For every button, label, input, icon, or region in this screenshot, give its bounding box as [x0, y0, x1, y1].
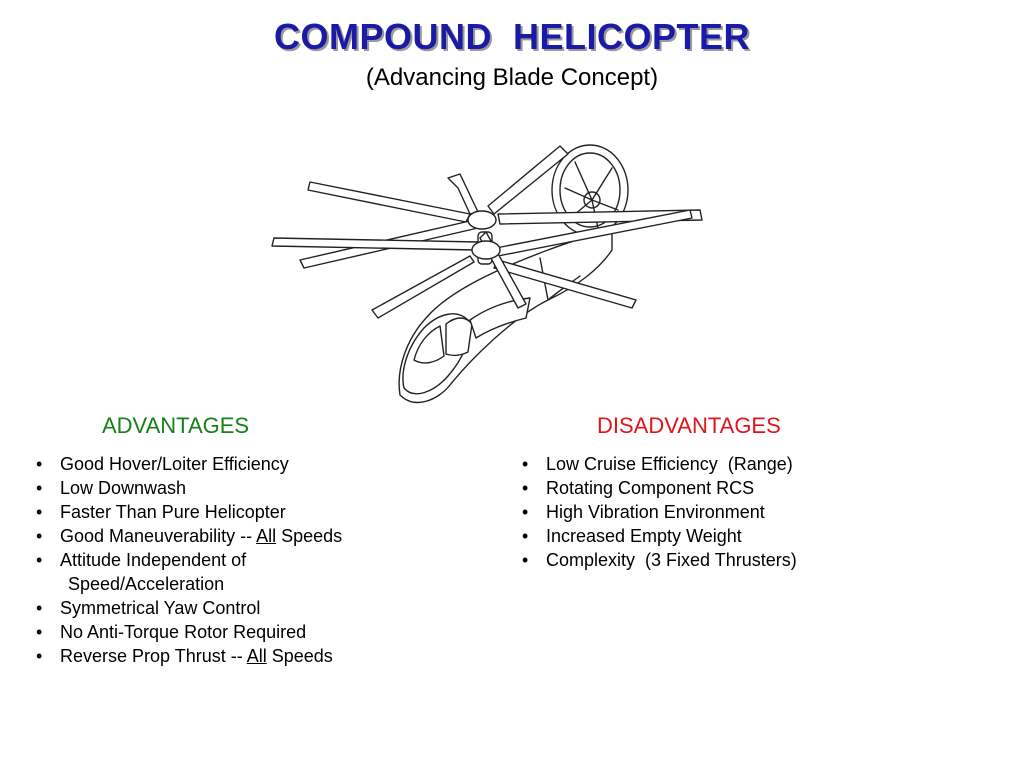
disadvantages-heading: DISADVANTAGES — [597, 413, 781, 438]
bullet-icon: • — [522, 502, 529, 522]
upper-hub-icon — [468, 211, 496, 229]
advantages-item-text: Faster Than Pure Helicopter — [60, 502, 286, 522]
disadvantages-item-text: High Vibration Environment — [546, 502, 765, 522]
bullet-icon: • — [36, 454, 43, 474]
advantages-item — [36, 452, 342, 476]
advantages-item-text: No Anti-Torque Rotor Required — [60, 622, 307, 642]
disadvantages-item — [522, 524, 797, 548]
advantages-item-continuation — [36, 572, 342, 596]
disadvantages-item — [522, 476, 797, 500]
compound-helicopter-drawing-icon — [262, 140, 712, 410]
bullet-icon: • — [36, 622, 43, 642]
underlined-word: All — [246, 646, 267, 666]
disadvantages-item — [522, 548, 797, 572]
bullet-icon: • — [36, 502, 43, 522]
disadvantages-list — [522, 452, 797, 572]
disadvantages-item — [522, 500, 797, 524]
advantages-item — [36, 500, 342, 524]
disadvantages-item-text: Increased Empty Weight — [546, 526, 742, 546]
advantages-item — [36, 524, 342, 548]
advantages-heading: ADVANTAGES — [102, 413, 250, 438]
advantages-item-text: Symmetrical Yaw Control — [60, 598, 261, 618]
advantages-item-text: Speed/Acceleration — [68, 574, 225, 594]
advantages-item-text: Speeds — [276, 526, 343, 546]
slide-title: COMPOUND HELICOPTER — [273, 16, 750, 57]
lower-hub-icon — [472, 241, 500, 259]
disadvantages-item — [522, 452, 797, 476]
advantages-item — [36, 620, 342, 644]
advantages-item-text: Good Hover/Loiter Efficiency — [60, 454, 289, 474]
advantages-item-text: Attitude Independent of — [60, 550, 247, 570]
advantages-item — [36, 476, 342, 500]
advantages-item — [36, 596, 342, 620]
advantages-item-text: Speeds — [266, 646, 333, 666]
disadvantages-item-text: Complexity (3 Fixed Thrusters) — [546, 550, 797, 570]
bullet-icon: • — [522, 454, 529, 474]
advantages-item — [36, 644, 342, 668]
advantages-list — [36, 452, 342, 668]
disadvantages-item-text: Rotating Component RCS — [546, 478, 755, 498]
underlined-word: All — [256, 526, 277, 546]
bullet-icon: • — [36, 550, 43, 570]
advantages-item-text: Good Maneuverability -- — [60, 526, 257, 546]
bullet-icon: • — [36, 598, 43, 618]
bullet-icon: • — [36, 646, 43, 666]
fuselage-icon — [399, 232, 612, 402]
bullet-icon: • — [522, 550, 529, 570]
advantages-item — [36, 548, 342, 572]
advantages-item-text: Low Downwash — [60, 478, 187, 498]
advantages-item-text: Reverse Prop Thrust -- — [60, 646, 247, 666]
disadvantages-item-text: Low Cruise Efficiency (Range) — [546, 454, 793, 474]
bullet-icon: • — [36, 526, 43, 546]
bullet-icon: • — [36, 478, 43, 498]
bullet-icon: • — [522, 526, 529, 546]
slide-subtitle: (Advancing Blade Concept) — [365, 64, 659, 91]
bullet-icon: • — [522, 478, 529, 498]
